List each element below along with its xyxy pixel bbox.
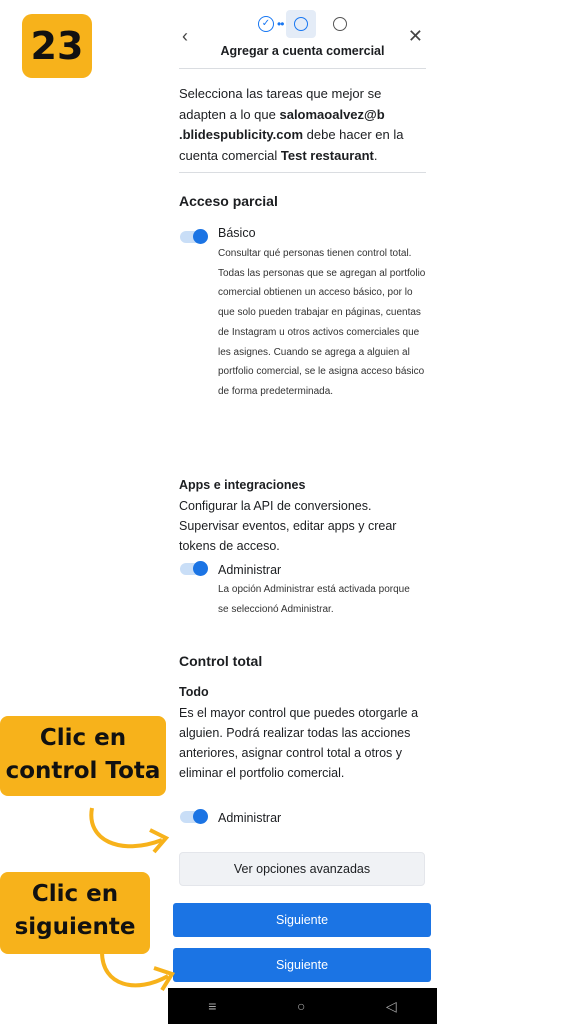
advanced-options-button[interactable]: Ver opciones avanzadas (179, 852, 425, 886)
apps-description: Configurar la API de conversiones. Supervisar eventos, editar apps y crear tokens de acceso. (179, 499, 397, 553)
next-step-icon (333, 17, 347, 31)
home-icon[interactable]: ○ (296, 998, 306, 1014)
next-button-2[interactable]: Siguiente (173, 948, 431, 982)
callout-next: Clic en siguiente (0, 872, 150, 954)
menu-icon[interactable]: ≡ (208, 998, 217, 1014)
apps-heading: Apps e integraciones (179, 478, 306, 492)
basic-label: Básico (218, 226, 256, 240)
basic-toggle[interactable] (180, 231, 206, 243)
account-name: Test restaurant (280, 147, 374, 163)
current-step-icon (294, 17, 308, 31)
current-step-indicator (286, 10, 316, 38)
apps-admin-label: Administrar (218, 563, 282, 577)
user-email: salomaoalvez@b .blidespublicity.com (179, 106, 385, 142)
next-button-1[interactable]: Siguiente (173, 903, 431, 937)
check-circle-icon: ✓ (258, 16, 274, 32)
arrow-icon (92, 946, 182, 1002)
callout-control-total: Clic en control Tota (0, 716, 166, 796)
dialog-title: Agregar a cuenta comercial (220, 44, 385, 58)
apps-admin-toggle[interactable] (180, 563, 206, 575)
chevron-left-icon[interactable]: ‹ (182, 26, 188, 46)
full-control-label: Administrar (218, 811, 282, 825)
full-control-toggle[interactable] (180, 811, 206, 823)
back-icon[interactable]: ◁ (385, 997, 397, 1014)
progress-stepper (258, 10, 347, 38)
full-control-heading: Control total (179, 653, 263, 669)
arrow-icon (80, 800, 180, 870)
partial-access-heading: Acceso parcial (179, 193, 278, 209)
android-nav-bar (168, 988, 437, 1024)
close-icon[interactable]: ✕ (407, 26, 423, 46)
divider (179, 172, 426, 173)
step-number-badge: 23 (22, 14, 92, 78)
full-control-subheading: Todo (179, 685, 209, 699)
dialog-panel (168, 0, 437, 1024)
full-control-description: Es el mayor control que puedes otorgarle a alguien. Podrá realizar todas las acciones anteriores, asignar control total a otros y eliminar el portfolio comercial. (179, 706, 419, 780)
apps-admin-note: La opción Administrar está activada porque se seleccionó Administrar. (218, 584, 410, 615)
stepper-connector: •• (277, 17, 284, 31)
intro-text: Selecciona las tareas que mejor se adapten a lo que salomaoalvez@b .blidespublicity.com debe hacer en la cuenta comercial Test restaurant. (179, 86, 404, 163)
divider (179, 68, 426, 69)
basic-description: Consultar qué personas tienen control total. Todas las personas que se agregan al portfolio comercial obtienen un acceso básico, por lo que solo pueden trabajar en páginas, cuentas de Instagram u otros activos comerciales que les asignes. Cuando se agrega a alguien al portfolio comercial, se le asigna acceso básico de forma predeterminada. (218, 248, 426, 397)
